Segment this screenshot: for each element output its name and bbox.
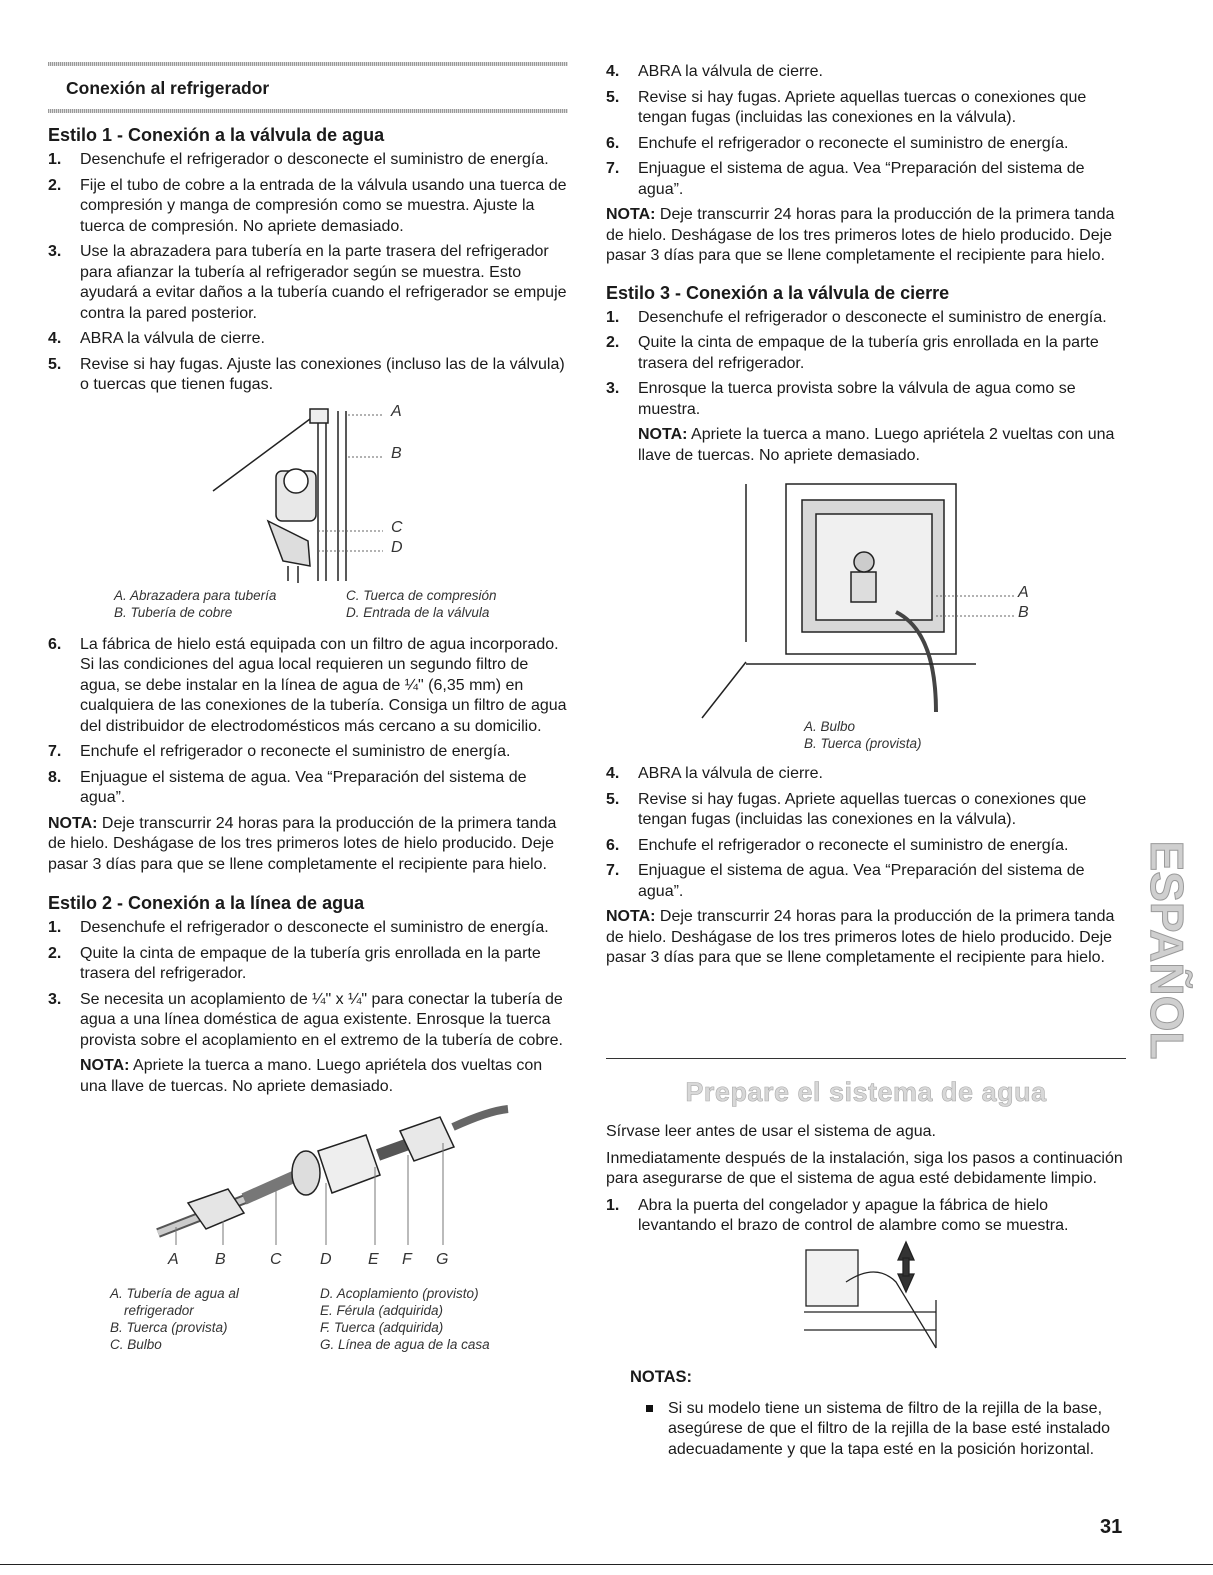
coupling-labels bbox=[48, 1251, 568, 1273]
valve-illustration bbox=[48, 401, 568, 587]
list-item: 4. ABRA la válvula de cierre. bbox=[606, 63, 823, 80]
caption: G. Línea de agua de la casa bbox=[320, 1337, 490, 1352]
list-item: 3. Use la abrazadera para tubería en la parte trasera del refrigerador para afianzar la tubería al refrigerador según se muestra. Esto ayudará a evitar daños a la tubería cuando el refrigerador se empuje contra la pared posterior. bbox=[48, 243, 567, 322]
list-item: 7. Enjuague el sistema de agua. Vea “Preparación del sistema de agua”. bbox=[606, 862, 1085, 900]
style3-note-2: NOTA: Deje transcurrir 24 horas para la producción de la primera tanda de hielo. Deshágase de los tres primeros lotes de hielo producido. Deje pasar 3 días para que se llene completamente el recipiente para hielo. bbox=[606, 908, 1115, 966]
style2-captions bbox=[48, 1285, 568, 1353]
caption: B. Tubería de cobre bbox=[114, 604, 233, 620]
figure-label-a: A bbox=[391, 402, 402, 420]
page-number: 31 bbox=[1100, 1516, 1123, 1538]
caption: B. Tuerca (provista) bbox=[110, 1320, 228, 1335]
list-item: 2. Quite la cinta de empaque de la tubería gris enrollada en la parte trasera del refrigerador. bbox=[606, 334, 1099, 372]
caption: D. Acoplamiento (provisto) bbox=[320, 1286, 479, 1301]
figure-label: C bbox=[270, 1251, 282, 1268]
figure-label-b: B bbox=[1018, 604, 1029, 621]
figure-label-c: C bbox=[391, 518, 403, 536]
style1-steps-a bbox=[48, 150, 568, 396]
list-item: 6. La fábrica de hielo está equipada con un filtro de agua incorporado. Si las condiciones del agua local requieren un segundo filtro de agua, se debe instalar en la línea de agua de ¼" (6,35 mm) en cualquiera de las conexiones de la tubería. Consiga un filtro de agua del distribuidor de electrodomésticos más cercano a su domicilio. bbox=[48, 635, 567, 735]
shutoff-valve-illustration bbox=[606, 472, 1126, 718]
left-column bbox=[48, 62, 568, 1353]
list-item: 1. Desenchufe el refrigerador o desconecte el suministro de energía. bbox=[606, 308, 1107, 326]
list-item: 3. Se necesita un acoplamiento de ¼" x ¼" para conectar la tubería de agua a una línea doméstica de agua existente. Enrosque la tuerca provista sobre el acoplamiento en el extremo de la tubería de cobre. bbox=[48, 990, 563, 1049]
prepare-title: Prepare el sistema de agua bbox=[685, 1077, 1047, 1107]
list-item: 6. Enchufe el refrigerador o reconecte el suministro de energía. bbox=[606, 134, 1069, 152]
list-item: 1. Desenchufe el refrigerador o desconecte el suministro de energía. bbox=[48, 919, 549, 936]
style3-steps bbox=[606, 308, 1126, 421]
caption: C. Tuerca de compresión bbox=[346, 587, 497, 603]
caption: D. Entrada de la válvula bbox=[346, 604, 490, 620]
style2-steps bbox=[48, 918, 568, 1051]
caption: E. Férula (adquirida) bbox=[320, 1303, 444, 1318]
prepare-steps bbox=[606, 1196, 1126, 1237]
figure-label: B bbox=[215, 1251, 226, 1268]
list-item: 5. Revise si hay fugas. Apriete aquellas tuercas o conexiones que tengan fugas (incluidas las conexiones en la válvula). bbox=[606, 88, 1087, 126]
figure-label: E bbox=[368, 1251, 379, 1268]
section-rule-bottom bbox=[48, 109, 568, 113]
right-steps-top bbox=[606, 62, 1126, 200]
list-item: 5. Revise si hay fugas. Ajuste las conexiones (incluso las de la válvula) o tuercas que tienen fugas. bbox=[48, 355, 565, 393]
list-item: 2. Fije el tubo de cobre a la entrada de la válvula usando una tuerca de compresión y manga de compresión como se muestra. Ajuste la tuerca de compresión. No apriete demasiado. bbox=[48, 176, 567, 235]
prepare-intro: Sírvase leer antes de usar el sistema de agua. bbox=[606, 1123, 936, 1140]
icemaker-arm-illustration bbox=[606, 1242, 1126, 1354]
list-item: 3. Enrosque la tuerca provista sobre la válvula de agua como se muestra. bbox=[606, 380, 1076, 418]
list-item: 8. Enjuague el sistema de agua. Vea “Preparación del sistema de agua”. bbox=[48, 768, 527, 806]
caption: A. Tubería de agua al bbox=[110, 1286, 239, 1301]
notes-title: NOTAS: bbox=[630, 1367, 693, 1386]
bullet-square-icon bbox=[646, 1405, 653, 1412]
list-item: 4. ABRA la válvula de cierre. bbox=[48, 330, 265, 347]
valve-box-figure bbox=[606, 472, 1126, 718]
caption: A. Abrazadera para tubería bbox=[114, 587, 277, 603]
caption: F. Tuerca (adquirida) bbox=[320, 1320, 444, 1335]
prepare-section bbox=[606, 1058, 1126, 1460]
list-item: 1. Abra la puerta del congelador y apague la fábrica de hielo levantando el brazo de control de alambre como se muestra. bbox=[606, 1196, 1069, 1234]
list-item: 5. Revise si hay fugas. Apriete aquellas tuercas o conexiones que tengan fugas (incluidas las conexiones en la válvula). bbox=[606, 790, 1087, 828]
valve-figure bbox=[48, 401, 568, 587]
coupling-illustration bbox=[48, 1103, 568, 1251]
list-item: Si su modelo tiene un sistema de filtro de la rejilla de la base, asegúrese de que el filtro de la rejilla de la base esté instalado adecuadamente y que la tapa esté en la posición horizontal. bbox=[606, 1399, 1126, 1461]
figure-label: A bbox=[168, 1251, 179, 1268]
style2-note: NOTA: Apriete la tuerca a mano. Luego apriétela dos vueltas con una llave de tuercas. No apriete demasiado. bbox=[80, 1057, 543, 1095]
style3-steps-after bbox=[606, 764, 1126, 902]
icemaker-figure bbox=[606, 1242, 1126, 1354]
style1-heading: Estilo 1 - Conexión a la válvula de agua bbox=[48, 125, 385, 145]
style3-heading: Estilo 3 - Conexión a la válvula de cierre bbox=[606, 282, 950, 303]
coupling-figure bbox=[48, 1103, 568, 1251]
section-title: Conexión al refrigerador bbox=[66, 78, 270, 98]
figure-label-b: B bbox=[391, 444, 402, 462]
list-item: 4. ABRA la válvula de cierre. bbox=[606, 765, 823, 782]
list-item: 7. Enchufe el refrigerador o reconecte el suministro de energía. bbox=[48, 743, 511, 760]
caption: refrigerador bbox=[124, 1303, 194, 1318]
figure-label: F bbox=[402, 1251, 412, 1268]
side-tab-text: ESPAÑOL bbox=[1140, 840, 1193, 1060]
style1-steps-b bbox=[48, 635, 568, 809]
style3-note: NOTA: Apriete la tuerca a mano. Luego apriétela 2 vueltas con una llave de tuercas. No apriete demasiado. bbox=[638, 426, 1115, 464]
caption: A. Bulbo bbox=[804, 719, 856, 734]
right-note-1: NOTA: Deje transcurrir 24 horas para la producción de la primera tanda de hielo. Deshágase de los tres primeros lotes de hielo producido. Deje pasar 3 días para que se llene completamente el recipiente para hielo. bbox=[606, 206, 1115, 264]
style1-note: NOTA: Deje transcurrir 24 horas para la producción de la primera tanda de hielo. Deshágase de los tres primeros lotes de hielo producido. Deje pasar 3 días para que se llene completamente el recipiente para hielo. bbox=[48, 814, 557, 873]
prepare-paragraph: Inmediatamente después de la instalación, siga los pasos a continuación para asegurarse de que el sistema de agua esté debidamente limpio. bbox=[606, 1149, 1123, 1187]
figure-label-d: D bbox=[391, 538, 403, 556]
caption: B. Tuerca (provista) bbox=[804, 736, 922, 751]
figure-label-a: A bbox=[1018, 584, 1029, 601]
style1-captions bbox=[48, 587, 568, 621]
language-side-tab bbox=[1140, 840, 1193, 1060]
style2-heading: Estilo 2 - Conexión a la línea de agua bbox=[48, 893, 365, 913]
right-column bbox=[606, 62, 1126, 975]
list-item: 2. Quite la cinta de empaque de la tubería gris enrollada en la parte trasera del refrigerador. bbox=[48, 944, 541, 982]
list-item: 6. Enchufe el refrigerador o reconecte el suministro de energía. bbox=[606, 836, 1069, 854]
caption: C. Bulbo bbox=[110, 1337, 162, 1352]
figure-label: D bbox=[320, 1251, 332, 1268]
figure-label: G bbox=[436, 1251, 449, 1268]
list-item: 1. Desenchufe el refrigerador o desconecte el suministro de energía. bbox=[48, 151, 549, 168]
style3-captions bbox=[606, 718, 1126, 752]
footer-rule bbox=[0, 1564, 1213, 1565]
list-item: 7. Enjuague el sistema de agua. Vea “Preparación del sistema de agua”. bbox=[606, 160, 1085, 198]
